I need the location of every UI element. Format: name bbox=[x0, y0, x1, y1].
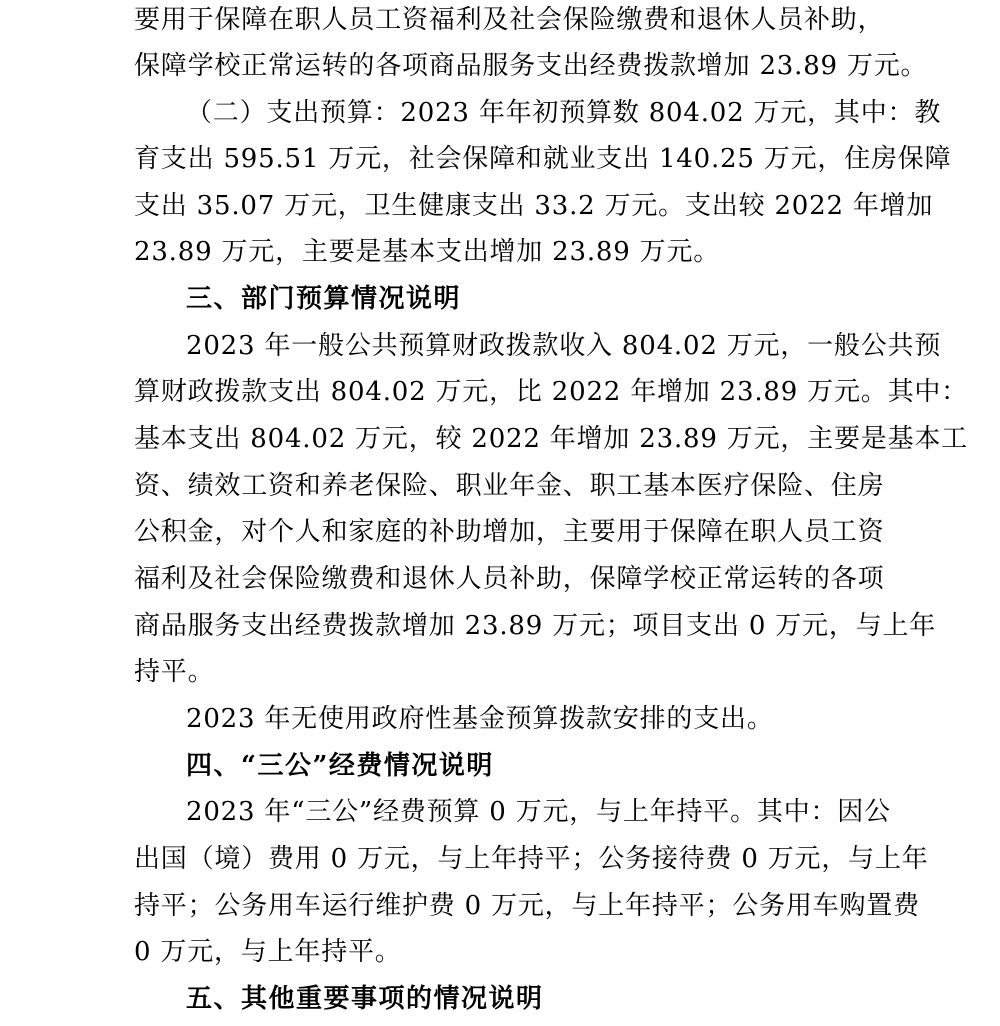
section-heading: 三、部门预算情况说明 bbox=[186, 284, 462, 314]
paragraph-line: 出国（境）费用 0 万元，与上年持平；公务接待费 0 万元，与上年 bbox=[134, 844, 929, 874]
paragraph-line: 要用于保障在职人员工资福利及社会保险缴费和退休人员补助， bbox=[134, 5, 885, 35]
paragraph-line: 保障学校正常运转的各项商品服务支出经费拨款增加 23.89 万元。 bbox=[134, 51, 928, 81]
paragraph-line: 2023 年“三公”经费预算 0 万元，与上年持平。其中：因公 bbox=[186, 797, 891, 827]
paragraph-line: 福利及社会保险缴费和退休人员补助，保障学校正常运转的各项 bbox=[134, 564, 885, 594]
paragraph-line: 2023 年无使用政府性基金预算拨款安排的支出。 bbox=[186, 704, 774, 734]
paragraph-line: 23.89 万元，主要是基本支出增加 23.89 万元。 bbox=[134, 237, 721, 267]
paragraph-line: 算财政拨款支出 804.02 万元，比 2022 年增加 23.89 万元。其中： bbox=[134, 377, 968, 407]
paragraph-line: 资、绩效工资和养老保险、职业年金、职工基本医疗保险、住房 bbox=[134, 471, 885, 501]
paragraph-line: 2023 年一般公共预算财政拨款收入 804.02 万元，一般公共预 bbox=[186, 331, 942, 361]
paragraph-line: 育支出 595.51 万元，社会保障和就业支出 140.25 万元，住房保障 bbox=[134, 144, 952, 174]
paragraph-line: 公积金，对个人和家庭的补助增加，主要用于保障在职人员工资 bbox=[134, 517, 885, 547]
section-sub-heading-line: （二）支出预算：2023 年年初预算数 804.02 万元，其中：教 bbox=[186, 98, 942, 128]
section-heading: 四、“三公”经费情况说明 bbox=[186, 751, 494, 781]
paragraph-line: 持平；公务用车运行维护费 0 万元，与上年持平；公务用车购置费 bbox=[134, 891, 920, 921]
paragraph-line: 基本支出 804.02 万元，较 2022 年增加 23.89 万元，主要是基本工 bbox=[134, 424, 968, 454]
paragraph-line: 商品服务支出经费拨款增加 23.89 万元；项目支出 0 万元，与上年 bbox=[134, 611, 937, 641]
paragraph-line: 支出 35.07 万元，卫生健康支出 33.2 万元。支出较 2022 年增加 bbox=[134, 191, 934, 221]
section-heading: 五、其他重要事项的情况说明 bbox=[186, 984, 544, 1014]
paragraph-line: 0 万元，与上年持平。 bbox=[134, 937, 402, 967]
paragraph-line: 持平。 bbox=[134, 657, 215, 687]
